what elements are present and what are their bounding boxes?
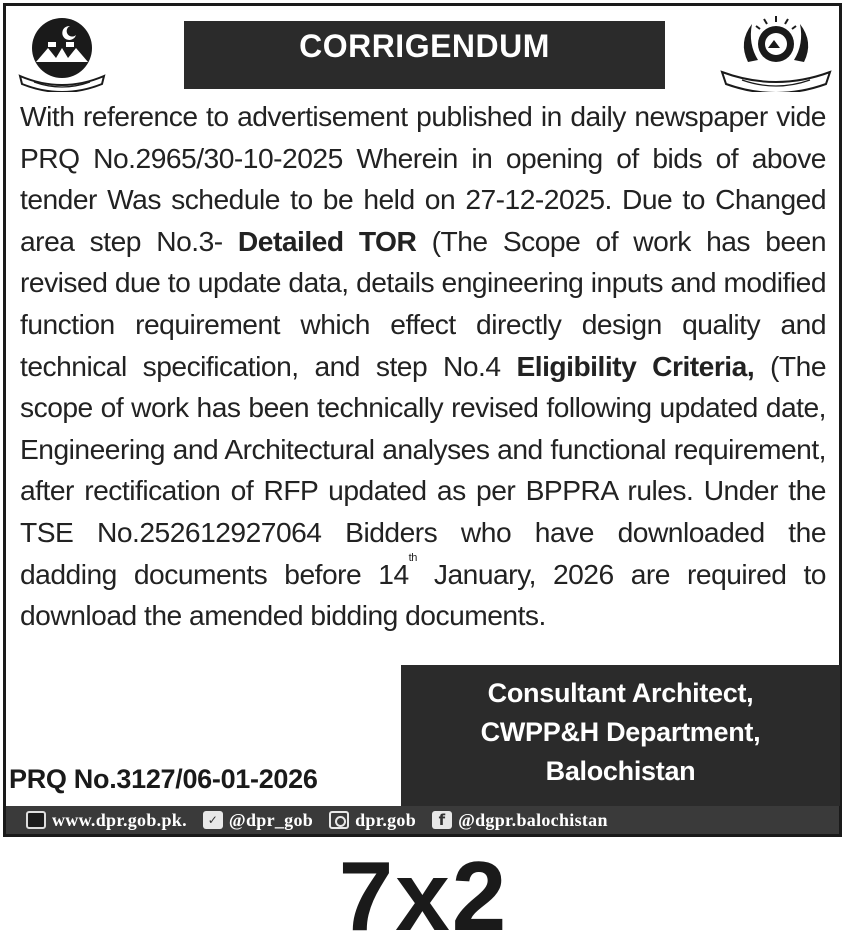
twitter-icon: ✓ <box>203 811 223 829</box>
body-text-4: January, 2026 are required to download the amended bidding documents. <box>20 557 826 632</box>
signature-line-2: CWPP&H Department, <box>480 717 761 747</box>
body-bold-1: Detailed TOR <box>237 224 417 257</box>
footer-contact-bar <box>6 806 839 834</box>
corrigendum-header <box>184 21 665 89</box>
dgpr-emblem-icon <box>718 12 834 92</box>
footer-instagram[interactable] <box>329 810 416 831</box>
ad-size-code: 7x2 <box>338 841 509 951</box>
facebook-text: @dgpr.balochistan <box>458 809 608 830</box>
ordinal-suffix: th <box>408 551 417 564</box>
footer-website[interactable] <box>6 810 187 831</box>
footer-twitter[interactable] <box>203 810 313 831</box>
body-text-3: (The scope of work has been technically revised following updated date, Engineering and Architectural analyses and functional requirement, after rectification of RFP updated as per BPPRA rules. Under the TSE No.252612927064 Bidders who have downloaded the dadding documents before 14 <box>20 349 826 590</box>
footer-facebook[interactable] <box>432 810 608 831</box>
signature-line-3: Balochistan <box>545 756 696 786</box>
facebook-icon: f <box>432 811 452 829</box>
globe-icon <box>26 811 46 829</box>
twitter-text: @dpr_gob <box>228 809 314 830</box>
body-text-1: With reference to advertisement published in daily newspaper vide PRQ No.2965/30-10-2025 Wherein in opening of bids of above tender Was schedule to be held on 27-12-2025. Due to Changed area step No.3- <box>20 100 826 257</box>
page-title: CORRIGENDUM <box>299 28 550 64</box>
instagram-text: dpr.gob <box>355 809 417 830</box>
notice-body <box>20 96 826 637</box>
website-text: www.dpr.gob.pk. <box>52 809 187 830</box>
body-bold-2: Eligibility Criteria, <box>516 349 755 382</box>
body-text-2: (The Scope of work has been revised due to update data, details engineering inputs and modified function requirement which effect directly design quality and technical specification, and step No.4 <box>20 224 826 382</box>
signature-block <box>401 665 840 806</box>
government-emblem-icon <box>14 12 110 92</box>
instagram-icon <box>329 811 349 829</box>
prq-number: PRQ No.3127/06-01-2026 <box>9 764 318 794</box>
signature-line-1: Consultant Architect, <box>487 678 754 708</box>
